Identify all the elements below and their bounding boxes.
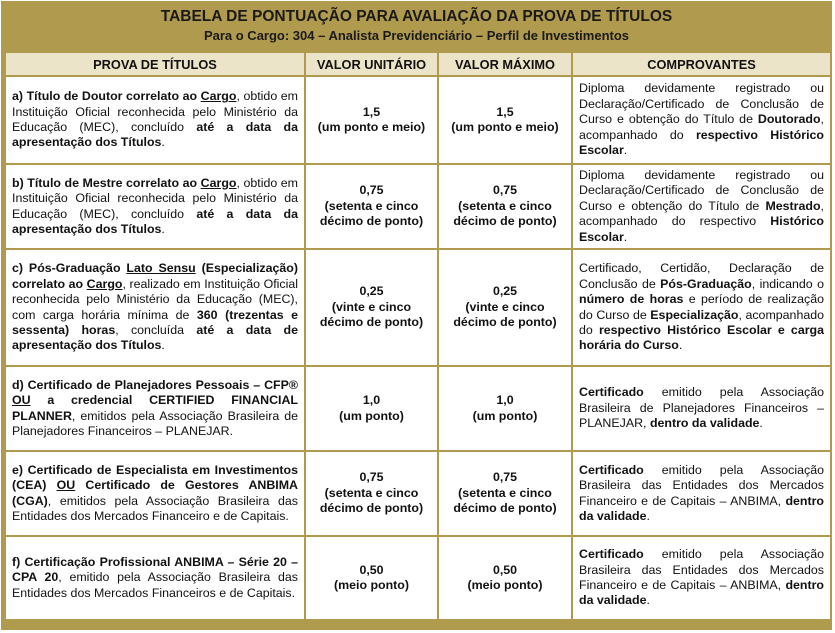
row-c-max-value: 0,25 (vinte e cinco décimo de ponto) bbox=[438, 249, 572, 366]
row-f-unit-value: 0,50 (meio ponto) bbox=[305, 536, 438, 620]
column-header-valor-unitario: VALOR UNITÁRIO bbox=[305, 52, 438, 76]
column-header-prova: PROVA DE TÍTULOS bbox=[5, 52, 305, 76]
table-header bbox=[1, 1, 832, 49]
table-row bbox=[5, 451, 831, 536]
row-f-description: f) Certificação Profissional ANBIMA – Série 20 – CPA 20, emitido pela Associação Brasileira das Entidades dos Mercados Financeiros e de Capitais. bbox=[5, 536, 305, 620]
row-e-max-value: 0,75 (setenta e cinco décimo de ponto) bbox=[438, 451, 572, 536]
row-c-proof: Certificado, Certidão, Declaração de Conclusão de Pós-Graduação, indicando o número de horas e período de realização do Curso de Especialização, acompanhado do respectivo Histórico Escolar e carga horária do Curso. bbox=[572, 249, 831, 366]
row-c-description: c) Pós-Graduação Lato Sensu (Especialização) correlato ao Cargo, realizado em Instituição Oficial reconhecida pelo Ministério da Educação (MEC), com carga horária mínima de 360 (trezentas e sessenta) horas, concluída até a data de apresentação dos Títulos. bbox=[5, 249, 305, 366]
row-a-proof: Diploma devidamente registrado ou Declaração/Certificado de Conclusão de Curso e obtenção do Título de Doutorado, acompanhado do respectivo Histórico Escolar. bbox=[572, 76, 831, 164]
column-header-comprovantes: COMPROVANTES bbox=[572, 52, 831, 76]
row-d-description: d) Certificado de Planejadores Pessoais – CFP® OU a credencial CERTIFIED FINANCIAL PLANNER, emitidos pela Associação Brasileira de Planejadores Financeiros – PLANEJAR. bbox=[5, 366, 305, 451]
row-a-max-value: 1,5 (um ponto e meio) bbox=[438, 76, 572, 164]
table-row bbox=[5, 536, 831, 620]
row-b-description: b) Título de Mestre correlato ao Cargo, obtido em Instituição Oficial reconhecida pelo Ministério da Educação (MEC), concluído até a data da apresentação dos Títulos. bbox=[5, 164, 305, 249]
row-e-unit-value: 0,75 (setenta e cinco décimo de ponto) bbox=[305, 451, 438, 536]
score-table bbox=[4, 51, 832, 621]
table-row bbox=[5, 164, 831, 249]
row-f-proof: Certificado emitido pela Associação Brasileira das Entidades dos Mercados Financeiro e de Capitais – ANBIMA, dentro da validade. bbox=[572, 536, 831, 620]
row-d-proof: Certificado emitido pela Associação Brasileira de Planejadores Financeiros – PLANEJAR, dentro da validade. bbox=[572, 366, 831, 451]
row-a-description: a) Título de Doutor correlato ao Cargo, obtido em Instituição Oficial reconhecida pelo Ministério da Educação (MEC), concluído até a data da apresentação dos Títulos. bbox=[5, 76, 305, 164]
column-header-valor-maximo: VALOR MÁXIMO bbox=[438, 52, 572, 76]
row-c-unit-value: 0,25 (vinte e cinco décimo de ponto) bbox=[305, 249, 438, 366]
titles-score-table-frame bbox=[1, 1, 832, 630]
table-subtitle: Para o Cargo: 304 – Analista Previdenciário – Perfil de Investimentos bbox=[203, 28, 630, 43]
column-header-row bbox=[5, 52, 831, 76]
table-title: TABELA DE PONTUAÇÃO PARA AVALIAÇÃO DA PROVA DE TÍTULOS bbox=[160, 8, 673, 25]
row-b-proof: Diploma devidamente registrado ou Declaração/Certificado de Conclusão de Curso e obtenção do Título de Mestrado, acompanhado do respectivo Histórico Escolar. bbox=[572, 164, 831, 249]
table-row bbox=[5, 249, 831, 366]
row-e-description: e) Certificado de Especialista em Investimentos (CEA) OU Certificado de Gestores ANBIMA (CGA), emitidos pela Associação Brasileira das Entidades dos Mercados Financeiro e de Capitais. bbox=[5, 451, 305, 536]
row-e-proof: Certificado emitido pela Associação Brasileira das Entidades dos Mercados Financeiro e de Capitais – ANBIMA, dentro da validade. bbox=[572, 451, 831, 536]
row-b-max-value: 0,75 (setenta e cinco décimo de ponto) bbox=[438, 164, 572, 249]
row-f-max-value: 0,50 (meio ponto) bbox=[438, 536, 572, 620]
table-row bbox=[5, 366, 831, 451]
table-row bbox=[5, 76, 831, 164]
row-d-max-value: 1,0 (um ponto) bbox=[438, 366, 572, 451]
row-b-unit-value: 0,75 (setenta e cinco décimo de ponto) bbox=[305, 164, 438, 249]
row-a-unit-value: 1,5 (um ponto e meio) bbox=[305, 76, 438, 164]
row-d-unit-value: 1,0 (um ponto) bbox=[305, 366, 438, 451]
